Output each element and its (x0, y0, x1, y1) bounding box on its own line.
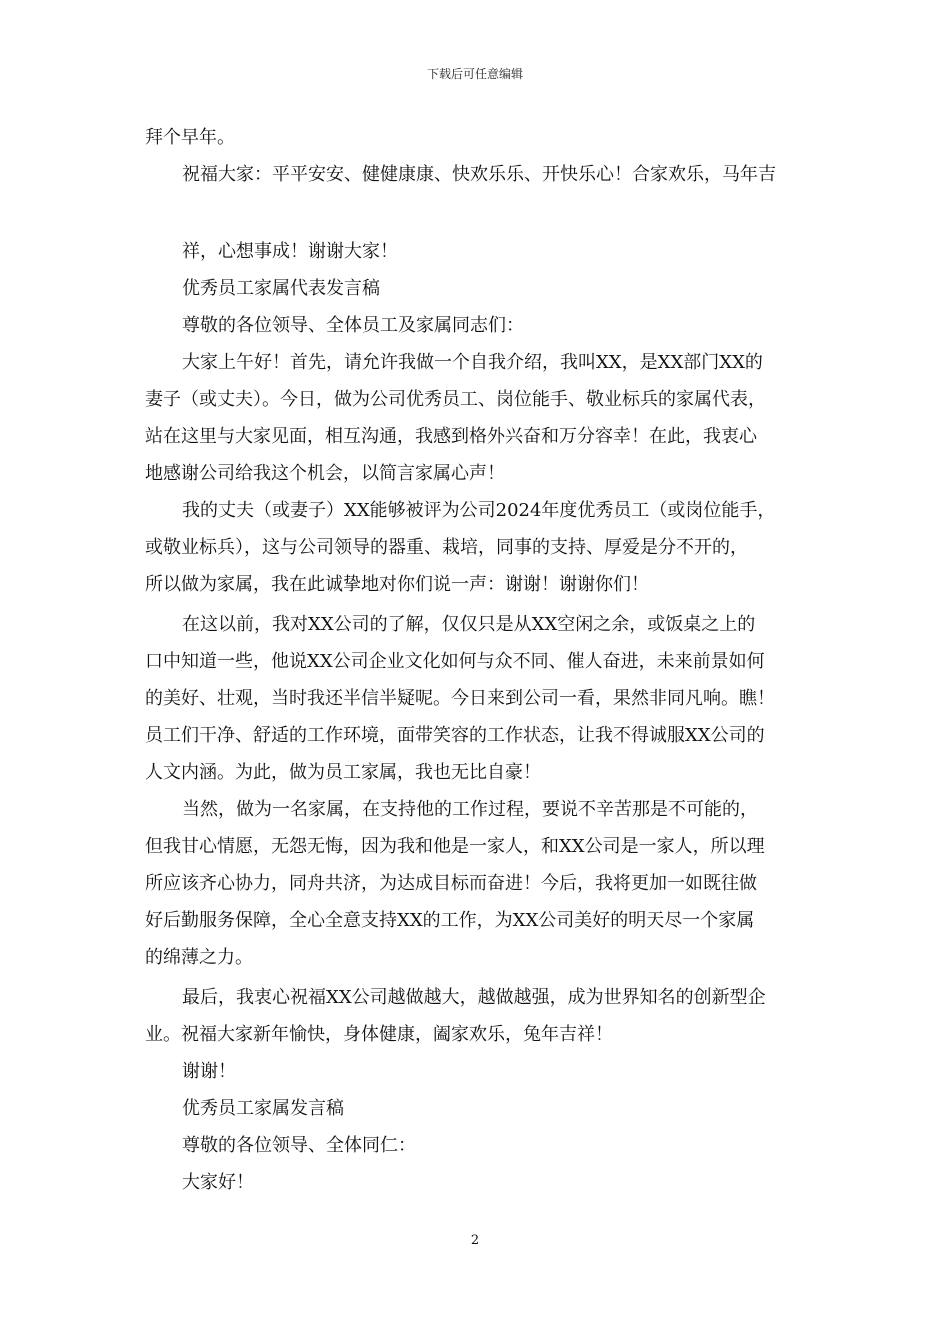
text-line: 但我甘心情愿，无怨无悔，因为我和他是一家人，和XX公司是一家人，所以理 (145, 836, 765, 857)
salutation: 尊敬的各位领导、全体同仁： (182, 1135, 416, 1156)
text-line: 所以做为家属，我在此诚挚地对你们说一声：谢谢！谢谢你们！ (145, 574, 649, 595)
text-line: 大家好！ (182, 1172, 254, 1193)
text-line: 人文内涵。为此，做为员工家属，我也无比自豪！ (145, 762, 541, 783)
text-line: 的绵薄之力。 (145, 947, 253, 968)
text-line: 所应该齐心协力，同舟共济，为达成目标而奋进！今后，我将更加一如既往做 (145, 873, 757, 894)
page-header: 下载后可任意编辑 (426, 67, 523, 81)
text-line: 大家上午好！首先，请允许我做一个自我介绍，我叫XX，是XX部门XX的 (182, 352, 763, 373)
text-line: 业。祝福大家新年愉快，身体健康，阖家欢乐，兔年吉祥！ (145, 1024, 613, 1045)
text-line: 祝福大家：平平安安、健健康康、快欢乐乐、开快乐心！合家欢乐，马年吉 (182, 164, 776, 185)
text-line: 当然，做为一名家属，在支持他的工作过程，要说不辛苦那是不可能的， (182, 799, 758, 820)
text-line: 的美好、壮观，当时我还半信半疑呢。今日来到公司一看，果然非同凡响。瞧！ (145, 688, 775, 709)
section-title: 优秀员工家属发言稿 (182, 1098, 344, 1119)
text-line: 口中知道一些，他说XX公司企业文化如何与众不同、催人奋进，未来前景如何 (145, 651, 765, 672)
text-line: 拜个早年。 (145, 127, 235, 148)
text-line: 最后，我衷心祝福XX公司越做越大，越做越强，成为世界知名的创新型企 (182, 987, 766, 1008)
text-line: 祥，心想事成！谢谢大家！ (182, 241, 398, 262)
text-line: 妻子（或丈夫）。今日，做为公司优秀员工、岗位能手、敬业标兵的家属代表， (145, 389, 766, 410)
text-line: 员工们干净、舒适的工作环境，面带笑容的工作状态，让我不得诚服XX公司的 (145, 725, 765, 746)
text-line: 在这以前，我对XX公司的了解，仅仅只是从XX空闲之余，或饭桌之上的 (182, 614, 756, 635)
salutation: 尊敬的各位领导、全体员工及家属同志们： (182, 315, 524, 336)
text-line: 站在这里与大家见面，相互沟通，我感到格外兴奋和万分容幸！在此，我衷心 (145, 426, 757, 447)
text-line: 地感谢公司给我这个机会，以简言家属心声！ (145, 463, 505, 484)
text-line: 或敬业标兵），这与公司领导的器重、栽培，同事的支持、厚爱是分不开的， (145, 537, 748, 558)
page-number: 2 (470, 1233, 480, 1248)
section-title: 优秀员工家属代表发言稿 (182, 278, 380, 299)
text-line: 我的丈夫（或妻子）XX能够被评为公司2024年度优秀员工（或岗位能手， (182, 500, 776, 521)
text-line: 好后勤服务保障，全心全意支持XX的工作，为XX公司美好的明天尽一个家属 (145, 910, 755, 931)
text-line: 谢谢！ (182, 1061, 236, 1082)
